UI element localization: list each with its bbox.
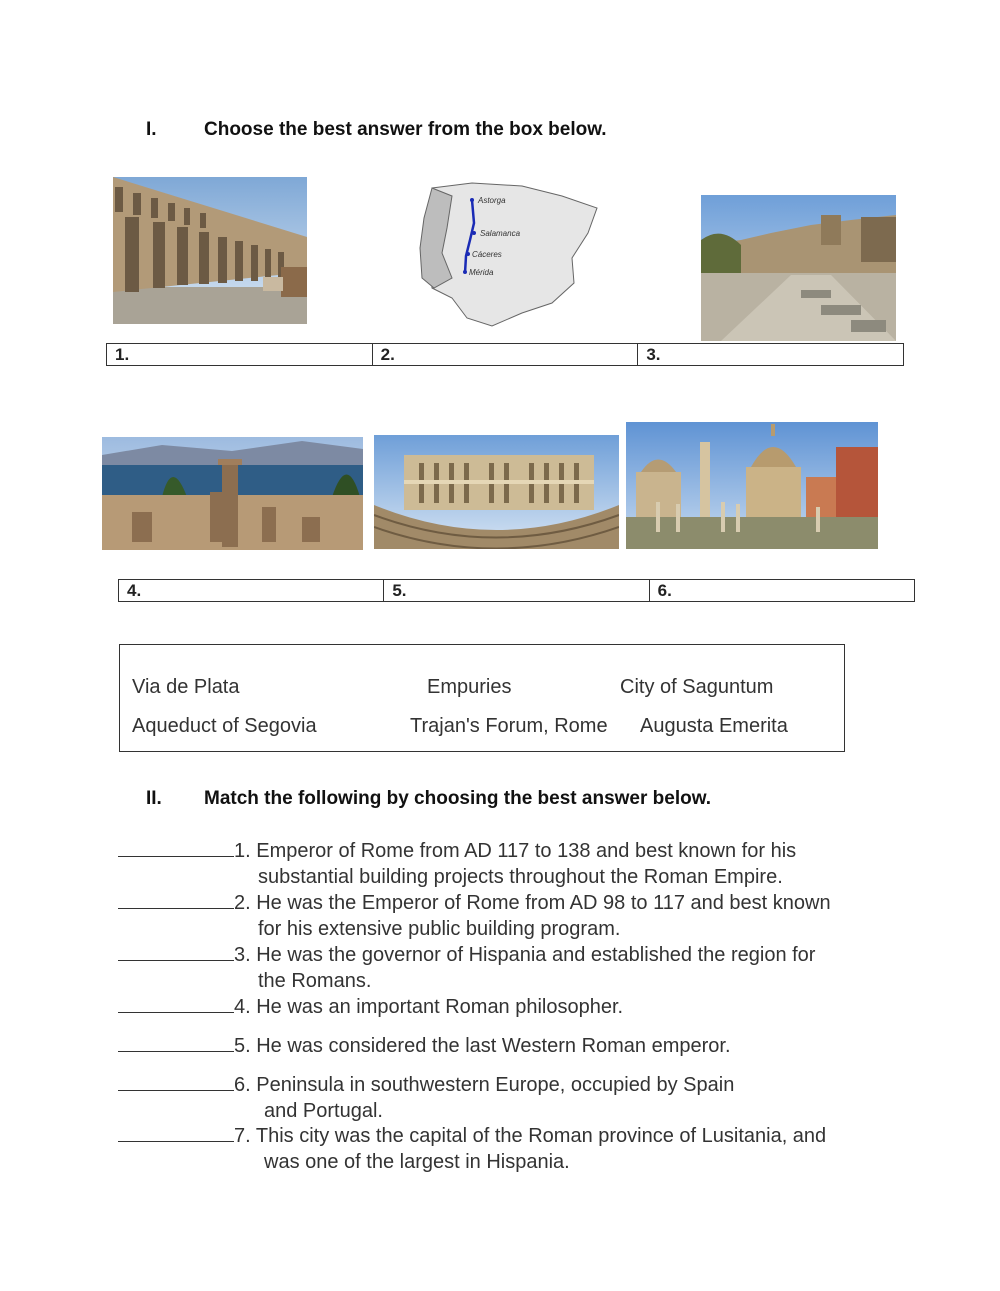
map-label-merida: Mérida — [469, 268, 494, 277]
answer-cell-4[interactable]: 4. — [119, 580, 384, 601]
question-3 — [118, 942, 815, 994]
answer-row-1 — [106, 343, 904, 366]
answer-cell-2[interactable]: 2. — [373, 344, 639, 365]
answer-cell-3[interactable]: 3. — [646, 345, 661, 364]
answer-row-2 — [118, 579, 915, 602]
question-7-cont: was one of the largest in Hispania. — [264, 1151, 570, 1173]
question-4-text: 4. He was an important Roman philosopher. — [234, 996, 624, 1018]
photo-theatre — [374, 435, 619, 549]
question-5-text: 5. He was considered the last Western Roman emperor. — [234, 1035, 731, 1057]
map-label-salamanca: Salamanca — [480, 229, 521, 238]
question-1-text: 1. Emperor of Rome from AD 117 to 138 and best known for his — [234, 840, 797, 862]
section-1-title: Choose the best answer from the box below. — [204, 119, 607, 140]
question-1 — [118, 838, 796, 890]
question-7-text: 7. This city was the capital of the Roman province of Lusitania, and — [234, 1125, 827, 1147]
question-2-text: 2. He was the Emperor of Rome from AD 98 to 117 and best known — [234, 892, 831, 914]
question-4 — [118, 994, 623, 1020]
question-2 — [118, 890, 831, 942]
answer-blank-5[interactable] — [118, 1033, 234, 1052]
question-3-cont: the Romans. — [258, 970, 372, 992]
word-trajans-forum[interactable]: Trajan's Forum, Rome — [410, 715, 608, 737]
question-1-cont: substantial building projects throughout the Roman Empire. — [258, 866, 783, 888]
question-3-text: 3. He was the governor of Hispania and established the region for — [234, 944, 816, 966]
answer-blank-6[interactable] — [118, 1072, 234, 1091]
word-augusta-emerita[interactable]: Augusta Emerita — [640, 715, 788, 737]
answer-blank-1[interactable] — [118, 838, 234, 857]
question-5 — [118, 1033, 731, 1059]
section-1-number: I. — [146, 119, 157, 140]
photo-aqueduct — [113, 177, 307, 324]
word-city-of-saguntum[interactable]: City of Saguntum — [620, 676, 774, 698]
question-2-cont: for his extensive public building program. — [258, 918, 621, 940]
answer-cell-5[interactable]: 5. — [384, 580, 649, 601]
section-1-heading — [146, 119, 607, 141]
question-6 — [118, 1072, 734, 1124]
word-bank — [119, 644, 845, 752]
word-empuries[interactable]: Empuries — [427, 676, 512, 698]
question-7 — [118, 1123, 826, 1175]
section-2-title: Match the following by choosing the best answer below. — [204, 788, 712, 809]
word-aqueduct-of-segovia[interactable]: Aqueduct of Segovia — [132, 715, 317, 737]
answer-cell-6[interactable]: 6. — [657, 581, 672, 600]
answer-cell-1[interactable]: 1. — [107, 344, 373, 365]
photo-map-iberia — [412, 178, 604, 330]
word-via-de-plata[interactable]: Via de Plata — [132, 676, 240, 698]
question-6-text: 6. Peninsula in southwestern Europe, occupied by Spain — [234, 1074, 735, 1096]
photo-trajans-forum — [626, 422, 878, 549]
photo-empuries — [102, 437, 363, 550]
question-6-cont: and Portugal. — [264, 1100, 383, 1122]
answer-blank-7[interactable] — [118, 1123, 234, 1142]
section-2-heading — [146, 788, 711, 810]
answer-blank-3[interactable] — [118, 942, 234, 961]
answer-blank-4[interactable] — [118, 994, 234, 1013]
section-2-number: II. — [146, 788, 162, 809]
photo-saguntum — [701, 195, 896, 341]
map-label-astorga: Astorga — [478, 196, 506, 205]
map-label-caceres: Cáceres — [472, 250, 502, 259]
answer-blank-2[interactable] — [118, 890, 234, 909]
